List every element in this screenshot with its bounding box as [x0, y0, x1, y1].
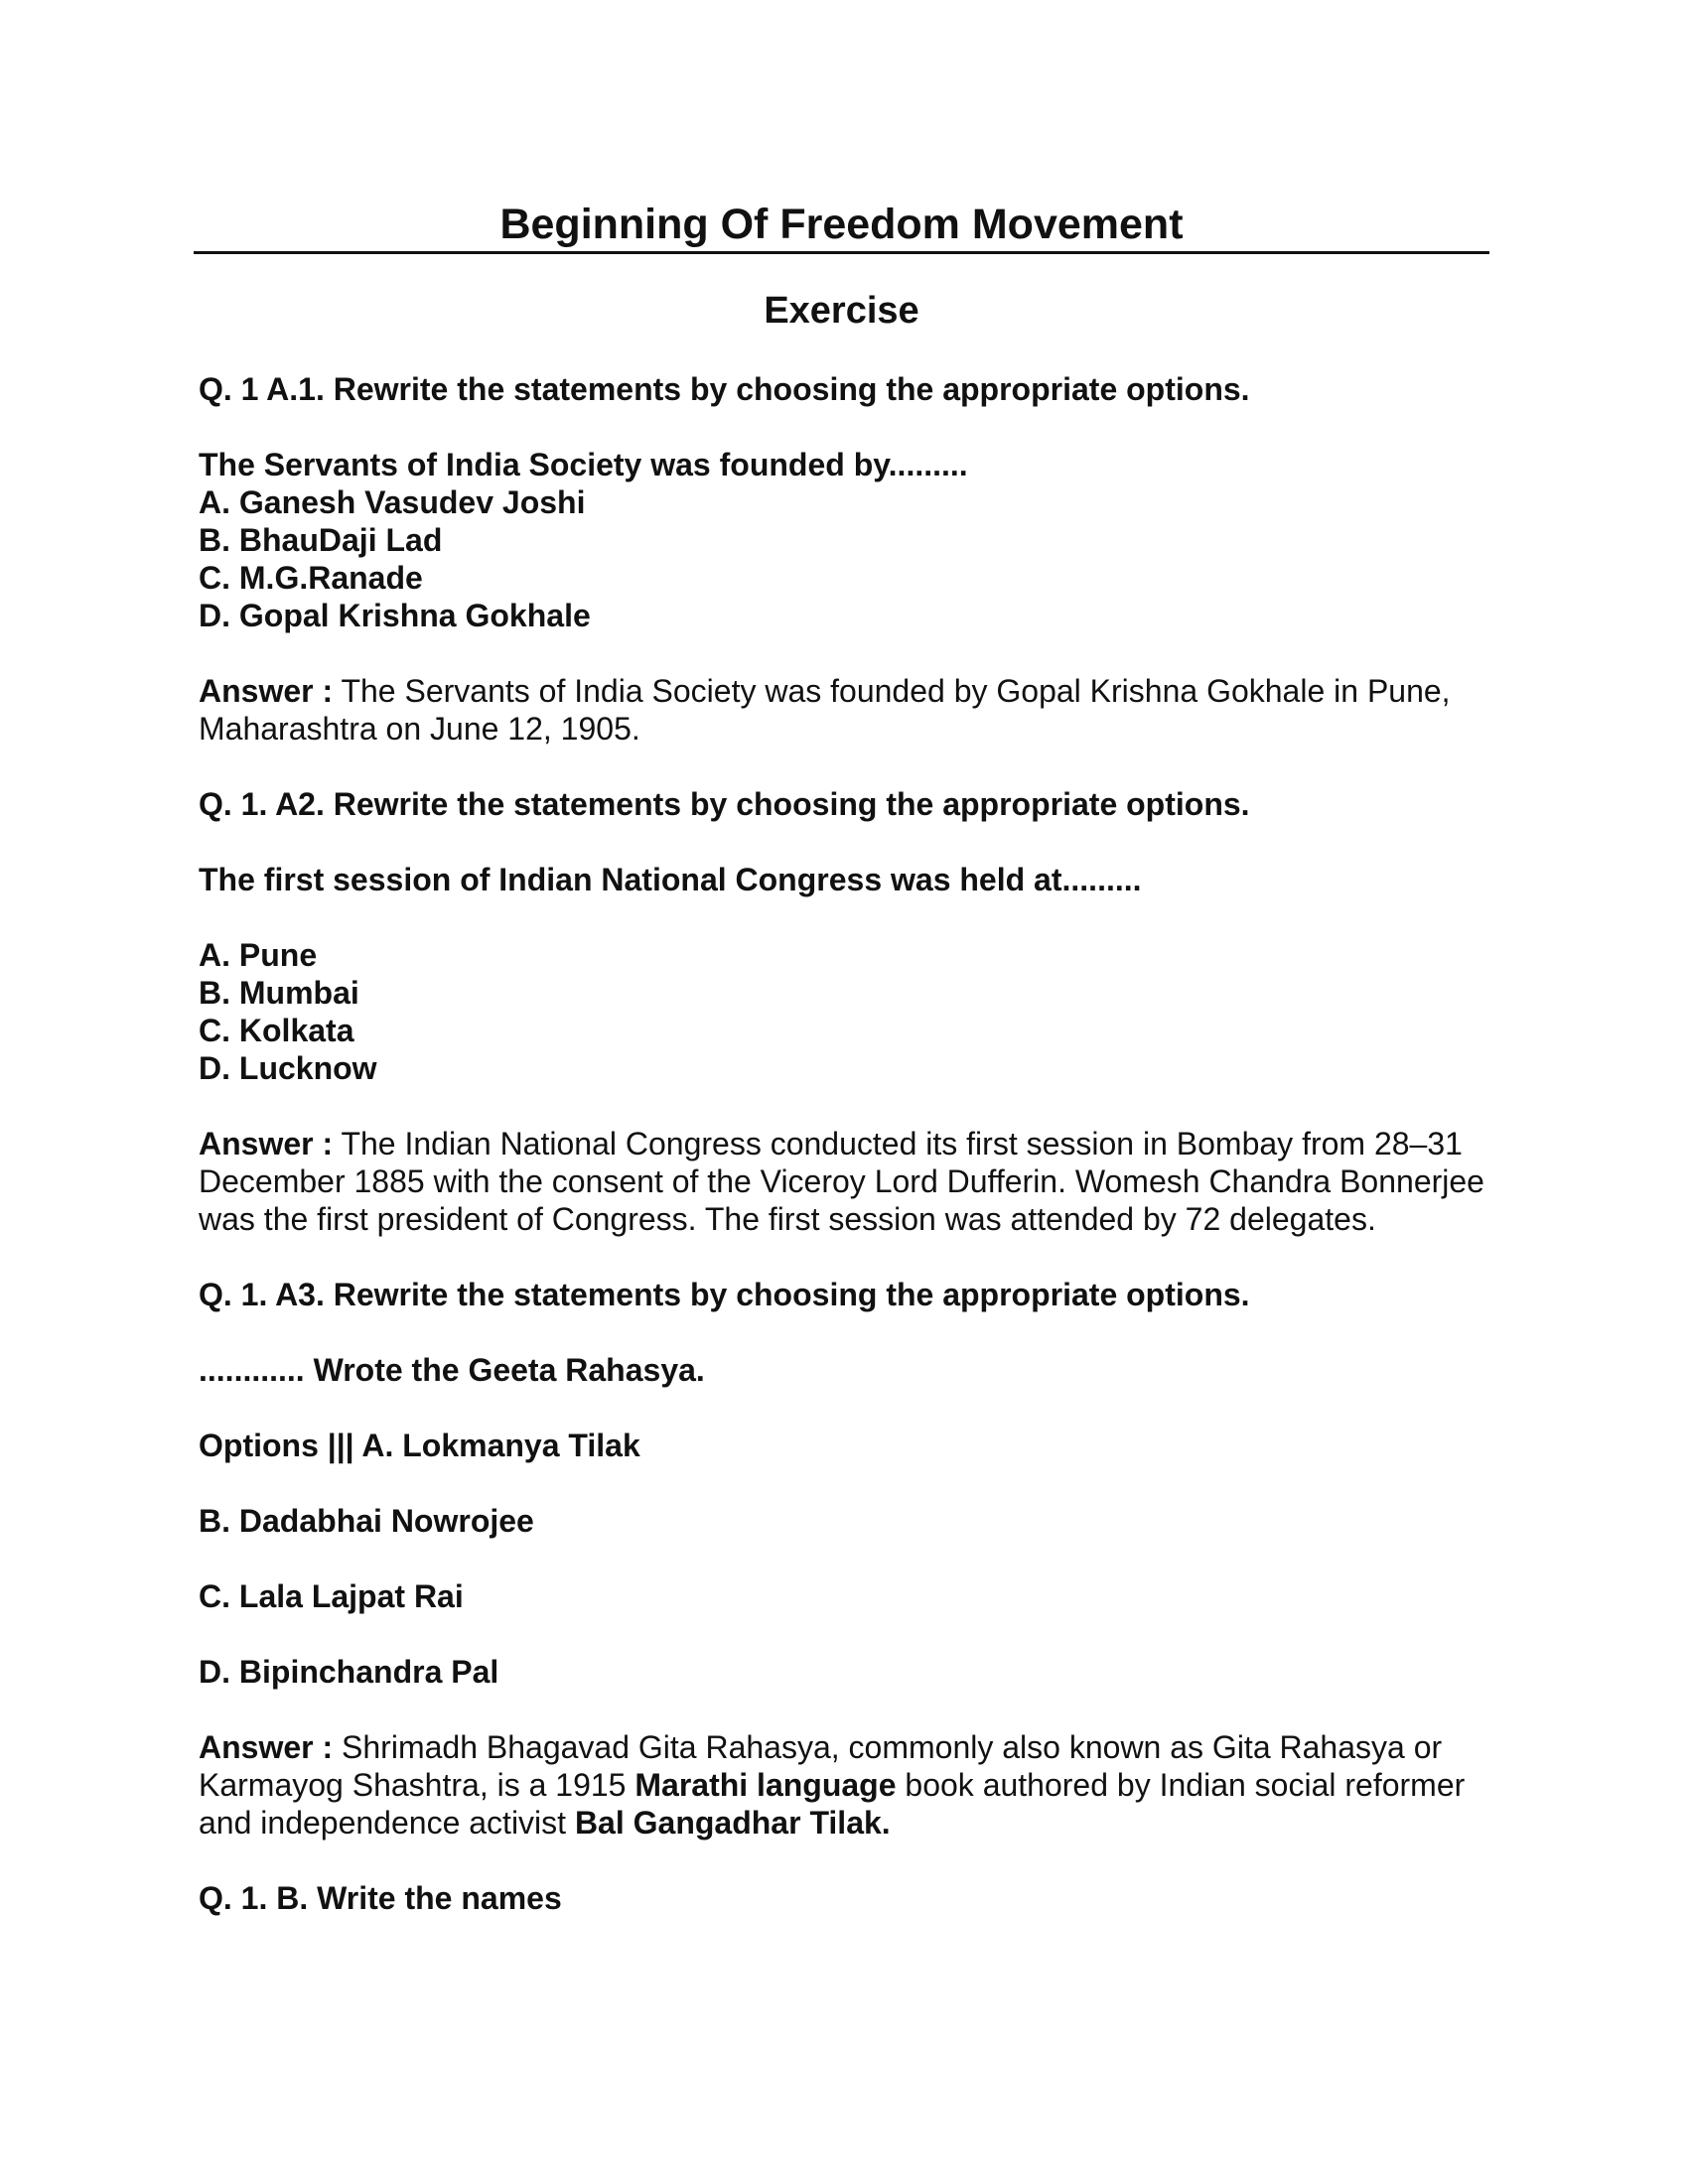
- answer-3: [199, 1728, 1489, 1842]
- answer-text-3b: book authored by Indian social reformer and independence activist: [199, 1767, 1466, 1841]
- question-heading-3: Q. 1. A3. Rewrite the statements by choosing the appropriate options.: [199, 1277, 1250, 1312]
- answer-text-1: The Servants of India Society was founded by Gopal Krishna Gokhale in Pune, Maharashtra on June 12, 1905.: [199, 673, 1451, 747]
- question-heading-4: Q. 1. B. Write the names: [199, 1880, 562, 1916]
- option-3d: D. Bipinchandra Pal: [199, 1654, 499, 1690]
- answer-2: [199, 1125, 1489, 1238]
- exercise-content: [199, 370, 1489, 1917]
- answer-label-2: Answer :: [199, 1126, 334, 1161]
- option-1c: C. M.G.Ranade: [199, 560, 423, 596]
- answer-label-3: Answer :: [199, 1729, 334, 1765]
- question-heading-1: Q. 1 A.1. Rewrite the statements by choosing the appropriate options.: [199, 371, 1250, 407]
- question-stem-1: The Servants of India Society was founded by.........: [199, 447, 968, 482]
- question-stem-2: The first session of Indian National Congress was held at.........: [199, 862, 1142, 897]
- option-2b: B. Mumbai: [199, 975, 359, 1011]
- answer-text-3a: Shrimadh Bhagavad Gita Rahasya, commonly also known as Gita Rahasya or Karmayog Shashtra, is a 1915: [199, 1729, 1443, 1803]
- option-3c: C. Lala Lajpat Rai: [199, 1578, 464, 1614]
- answer-1: [199, 672, 1489, 748]
- answer-text-3-bold-author: Bal Gangadhar Tilak.: [574, 1805, 891, 1841]
- title-underline: [194, 251, 1489, 254]
- page-title: Beginning Of Freedom Movement: [499, 201, 1184, 248]
- answer-text-2: The Indian National Congress conducted its first session in Bombay from 28–31 December 1885 with the consent of the Viceroy Lord Dufferin. Womesh Chandra Bonnerjee was the first president of Congress. The first session was attended by 72 delegates.: [199, 1126, 1484, 1237]
- option-2d: D. Lucknow: [199, 1050, 377, 1086]
- option-1d: D. Gopal Krishna Gokhale: [199, 598, 591, 633]
- question-stem-3: ............ Wrote the Geeta Rahasya.: [199, 1352, 705, 1388]
- option-3a: Options ||| A. Lokmanya Tilak: [199, 1428, 640, 1463]
- section-subtitle: Exercise: [764, 290, 919, 332]
- question-heading-2: Q. 1. A2. Rewrite the statements by choosing the appropriate options.: [199, 786, 1250, 822]
- option-1b: B. BhauDaji Lad: [199, 522, 443, 558]
- answer-label-1: Answer :: [199, 673, 334, 709]
- option-2c: C. Kolkata: [199, 1013, 354, 1048]
- answer-text-3-bold-language: Marathi language: [634, 1767, 897, 1803]
- option-3b: B. Dadabhai Nowrojee: [199, 1503, 534, 1539]
- option-2a: A. Pune: [199, 937, 318, 973]
- option-1a: A. Ganesh Vasudev Joshi: [199, 484, 586, 520]
